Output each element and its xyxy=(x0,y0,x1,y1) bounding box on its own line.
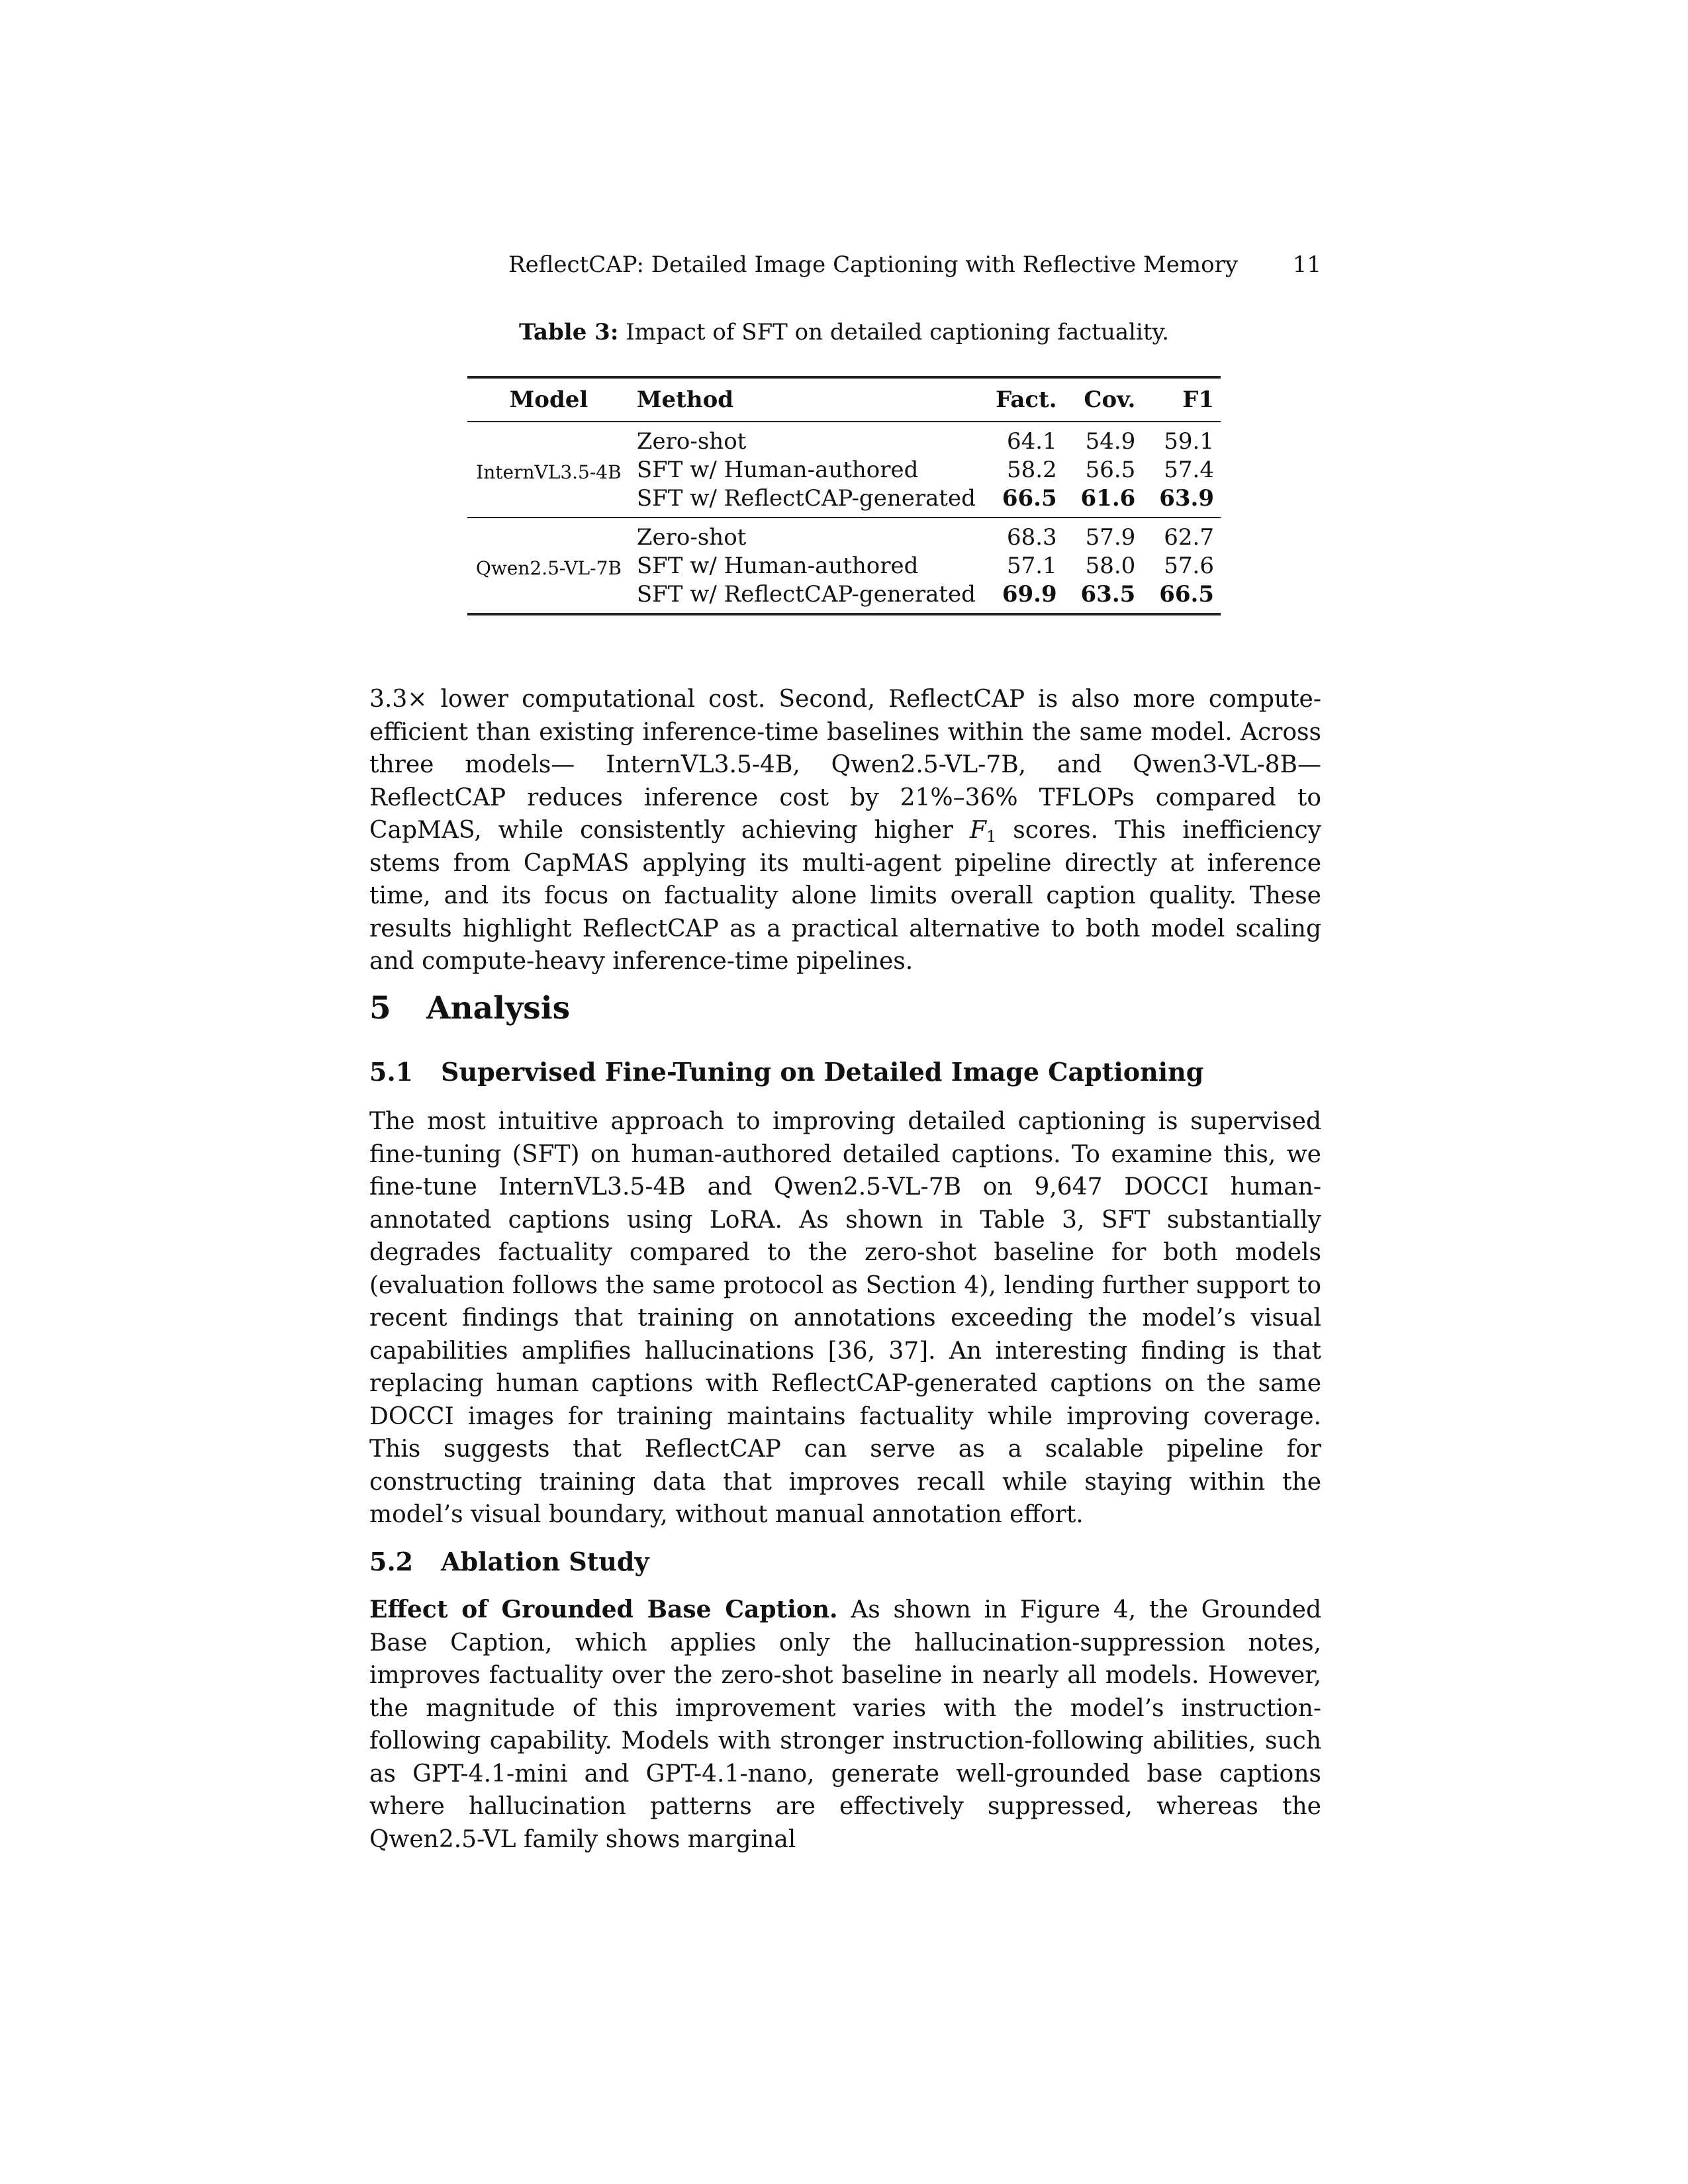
paragraph-text: 3.3× lower computational cost. Second, ReflectCAP is also more compute-efficient than existing inference-time baselines within the same model. Across three models— InternVL3.5-4B, Qwen2.5-VL-7B, and Qwen3-VL-8B—ReflectCAP reduces inference cost by 21%–36% TFLOPs compared to CapMAS, while consistently achieving higher xyxy=(369,686,1321,844)
f1-math-symbol: F xyxy=(970,817,986,844)
table-caption-label: Table 3: xyxy=(518,319,619,345)
f1-math-subscript: 1 xyxy=(986,827,997,846)
subsection-number: 5.2 xyxy=(369,1547,414,1576)
col-header-model: Model xyxy=(509,386,588,413)
cov-cell-best: 63.5 xyxy=(1080,581,1136,608)
table-caption-text: Impact of SFT on detailed captioning factuality. xyxy=(618,319,1170,345)
col-header-fact: Fact. xyxy=(996,386,1057,413)
f1-cell-best: 63.9 xyxy=(1159,485,1214,512)
table-group-internvl xyxy=(467,422,1221,518)
section-number: 5 xyxy=(369,990,391,1026)
fact-cell-best: 66.5 xyxy=(1002,485,1057,512)
subsection-title: Ablation Study xyxy=(441,1547,649,1576)
subsection-number: 5.1 xyxy=(369,1057,414,1087)
fact-cell: 64.1 xyxy=(1006,428,1057,455)
cov-cell: 56.5 xyxy=(1085,457,1136,483)
subsection-heading xyxy=(369,1545,649,1579)
paragraph-text: As shown in Figure 4, the Grounded Base Caption, which applies only the hallucination-suppression notes, improves factuality over the zero-shot baseline in nearly all models. However, the magnitude of this improvement varies with the model’s instruction-following capability. Models with stronger instruction-following abilities, such as GPT-4.1-mini and GPT-4.1-nano, generate well-grounded base captions where hallucination patterns are effectively suppressed, whereas the Qwen2.5-VL family shows marginal xyxy=(369,1596,1321,1853)
cov-cell-best: 61.6 xyxy=(1080,485,1136,512)
method-cell: SFT w/ ReflectCAP-generated xyxy=(636,485,976,512)
method-cell: SFT w/ Human-authored xyxy=(636,553,919,579)
fact-cell: 68.3 xyxy=(1006,524,1057,551)
fact-cell: 57.1 xyxy=(1006,553,1057,579)
f1-cell: 62.7 xyxy=(1164,524,1214,551)
subsection-heading xyxy=(369,1055,1203,1089)
f1-cell: 57.6 xyxy=(1164,553,1214,579)
subsection-title: Supervised Fine-Tuning on Detailed Image Captioning xyxy=(441,1057,1204,1087)
cov-cell: 54.9 xyxy=(1085,428,1136,455)
section-title: Analysis xyxy=(426,990,571,1026)
cov-cell: 58.0 xyxy=(1085,553,1136,579)
cov-cell: 57.9 xyxy=(1085,524,1136,551)
method-cell: Zero-shot xyxy=(636,428,747,455)
table-group-qwen xyxy=(467,518,1221,614)
table-caption xyxy=(371,316,1317,348)
f1-cell-best: 66.5 xyxy=(1159,581,1214,608)
paragraph-sft: The most intuitive approach to improving detailed captioning is supervised fine-tuning (SFT) on human-authored detailed captions. To examine this, we fine-tune InternVL3.5-4B and Qwen2.5-VL-7B on 9,647 DOCCI human-annotated captions using LoRA. As shown in Table 3, SFT substantially degrades factuality compared to the zero-shot baseline for both models (evaluation follows the same protocol as Section 4), lending further support to recent findings that training on annotations exceeding the model’s visual capabilities amplifies hallucinations [36, 37]. An interesting finding is that replacing human captions with ReflectCAP-generated captions on the same DOCCI images for training maintains factuality while improving coverage. This suggests that ReflectCAP can serve as a scalable pipeline for constructing training data that improves recall while staying within the model’s visual boundary, without manual annotation effort. xyxy=(369,1108,1321,1528)
method-cell: SFT w/ ReflectCAP-generated xyxy=(636,581,976,608)
paragraph-text: scores. This inefficiency stems from CapMAS applying its multi-agent pipeline directly at inference time, and its focus on factuality alone limits overall caption quality. These results highlight ReflectCAP as a practical alternative to both model scaling and compute-heavy inference-time pipelines. xyxy=(369,817,1321,975)
f1-cell: 57.4 xyxy=(1164,457,1214,483)
results-table xyxy=(467,376,1221,615)
method-cell: Zero-shot xyxy=(636,524,747,551)
paragraph-ablation xyxy=(369,1594,1321,1856)
running-title: ReflectCAP: Detailed Image Captioning with Reflective Memory xyxy=(508,251,1239,278)
table-header-row xyxy=(467,377,1221,422)
section-heading xyxy=(369,989,570,1028)
page-number: 11 xyxy=(1292,251,1321,278)
method-cell: SFT w/ Human-authored xyxy=(636,457,919,483)
paragraph-compute-efficiency xyxy=(369,683,1321,978)
running-header xyxy=(508,249,1321,281)
table-row xyxy=(467,518,1221,552)
table-row xyxy=(467,422,1221,456)
model-name-cell: Qwen2.5-VL-7B xyxy=(475,557,622,579)
model-name-cell: InternVL3.5-4B xyxy=(476,461,622,483)
fact-cell-best: 69.9 xyxy=(1002,581,1057,608)
paragraph-runin-heading: Effect of Grounded Base Caption. xyxy=(369,1596,838,1623)
fact-cell: 58.2 xyxy=(1006,457,1057,483)
col-header-f1: F1 xyxy=(1182,386,1214,413)
f1-cell: 59.1 xyxy=(1164,428,1214,455)
col-header-cov: Cov. xyxy=(1084,386,1136,413)
col-header-method: Method xyxy=(636,386,734,413)
